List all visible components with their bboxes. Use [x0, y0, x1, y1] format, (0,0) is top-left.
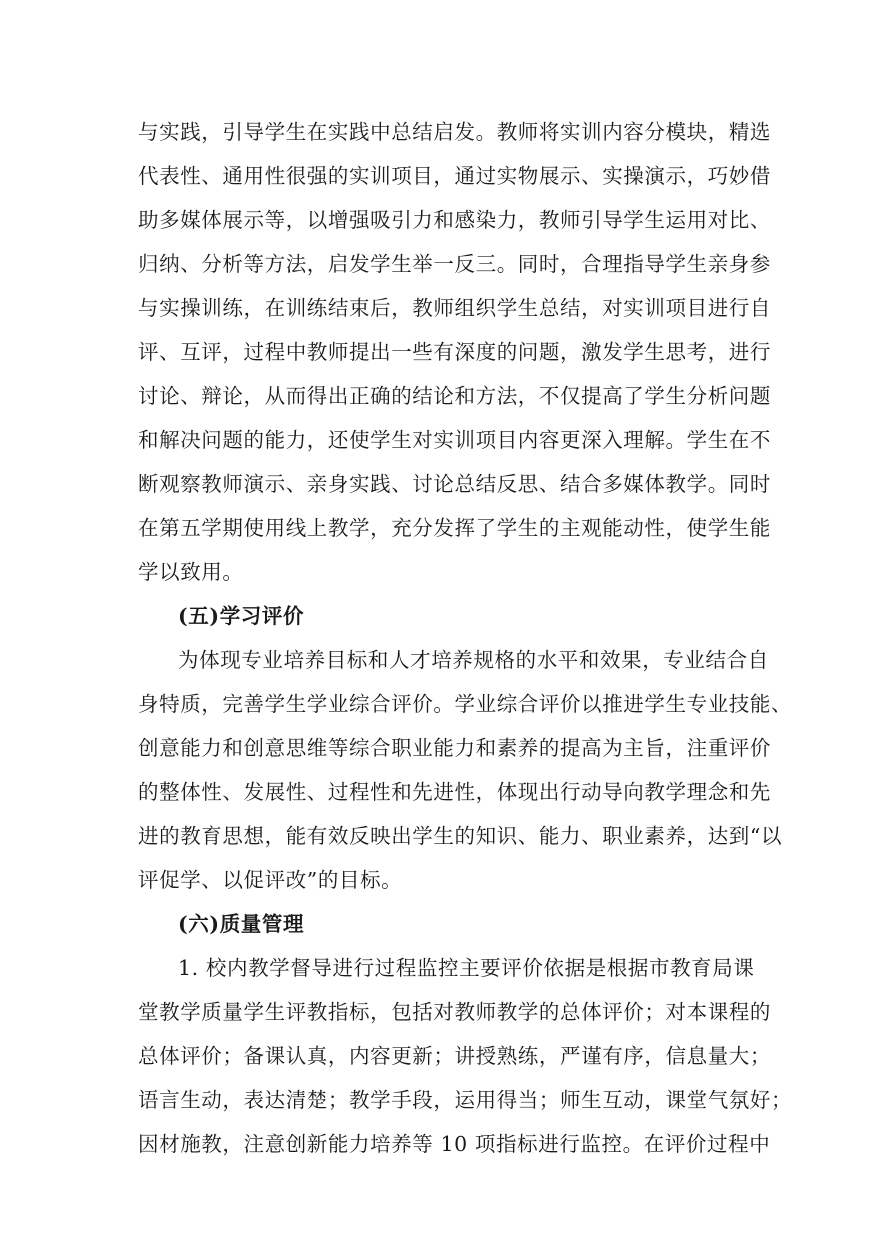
paragraph-line: 语言生动，表达清楚；教学手段，运用得当；师生互动，课堂气氛好； — [138, 1088, 793, 1112]
paragraph-line: 的整体性、发展性、过程性和先进性，体现出行动导向教学理念和先 — [138, 780, 771, 804]
section-heading-quality-management: (六)质量管理 — [178, 912, 305, 936]
paragraph-line: 堂教学质量学生评教指标，包括对教师教学的总体评价；对本课程的 — [138, 1000, 771, 1024]
paragraph-line: 与实践，引导学生在实践中总结启发。教师将实训内容分模块，精选 — [138, 120, 771, 144]
paragraph-line: 评、互评，过程中教师提出一些有深度的问题，激发学生思考，进行 — [138, 340, 771, 364]
paragraph-line: 进的教育思想，能有效反映出学生的知识、能力、职业素养，达到“以 — [138, 824, 783, 848]
paragraph-line: 评促学、以促评改”的目标。 — [138, 868, 403, 892]
paragraph-line: 和解决问题的能力，还使学生对实训项目内容更深入理解。学生在不 — [138, 428, 771, 452]
paragraph-line: 断观察教师演示、亲身实践、讨论总结反思、结合多媒体教学。同时 — [138, 472, 771, 496]
paragraph-line: 与实操训练，在训练结束后，教师组织学生总结，对实训项目进行自 — [138, 296, 771, 320]
paragraph-line: 1. 校内教学督导进行过程监控主要评价依据是根据市教育局课 — [178, 956, 755, 980]
paragraph-line: 代表性、通用性很强的实训项目，通过实物展示、实操演示，巧妙借 — [138, 164, 771, 188]
paragraph-line: 讨论、辩论，从而得出正确的结论和方法，不仅提高了学生分析问题 — [138, 384, 771, 408]
paragraph-line: 总体评价；备课认真，内容更新；讲授熟练，严谨有序，信息量大； — [138, 1044, 771, 1068]
paragraph-line: 身特质，完善学生学业综合评价。学业综合评价以推进学生专业技能、 — [138, 692, 793, 716]
paragraph-line: 因材施教，注意创新能力培养等 10 项指标进行监控。在评价过程中 — [138, 1132, 771, 1156]
section-heading-learning-evaluation: (五)学习评价 — [178, 604, 305, 628]
paragraph-line: 在第五学期使用线上教学，充分发挥了学生的主观能动性，使学生能 — [138, 516, 771, 540]
paragraph-line: 创意能力和创意思维等综合职业能力和素养的提高为主旨，注重评价 — [138, 736, 771, 760]
paragraph-line: 为体现专业培养目标和人才培养规格的水平和效果，专业结合自 — [178, 648, 769, 672]
paragraph-line: 学以致用。 — [138, 560, 244, 584]
paragraph-line: 助多媒体展示等，以增强吸引力和感染力，教师引导学生运用对比、 — [138, 208, 771, 232]
paragraph-line: 归纳、分析等方法，启发学生举一反三。同时，合理指导学生亲身参 — [138, 252, 771, 276]
